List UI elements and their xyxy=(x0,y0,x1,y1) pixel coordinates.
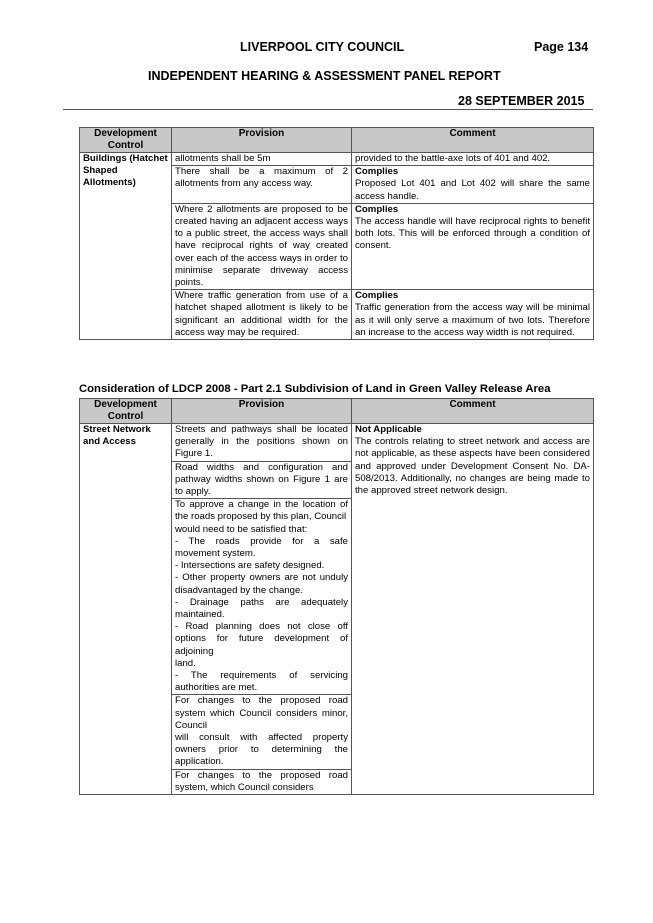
provision-line: - The roads provide for a safe movement system. xyxy=(175,535,348,560)
provision-line: - Road planning does not close off options for future development of adjoining xyxy=(175,621,348,657)
compliance-status: Complies xyxy=(355,203,399,215)
compliance-status: Not Applicable xyxy=(355,424,422,435)
compliance-status: Complies xyxy=(355,290,399,302)
provision-line: For changes to the proposed road system which Council considers minor, Council xyxy=(175,695,348,731)
provision-line: land. xyxy=(175,657,196,669)
comment-cell xyxy=(352,290,594,340)
provision-line: will consult with affected property owners prior to determining the application. xyxy=(175,732,348,768)
provision-line: - Drainage paths are adequately maintained. xyxy=(175,596,348,621)
provision-line: - The requirements of servicing authorities are met. xyxy=(175,670,348,694)
development-control-cell: Buildings (Hatchet Shaped Allotments) xyxy=(80,153,172,340)
provision-cell xyxy=(172,695,352,769)
col-header-comment: Comment xyxy=(352,399,594,424)
provision-cell: There shall be a maximum of 2 allotments from any access way. xyxy=(172,166,352,204)
compliance-status: Complies xyxy=(355,166,399,178)
header-rule xyxy=(63,109,593,110)
table-row xyxy=(80,153,594,166)
comment-text: Traffic generation from the access way will be minimal as it will only serve a maximum of two lots. Therefore an increase to the access way width is not required. xyxy=(355,302,590,338)
col-header-control: Development Control xyxy=(80,399,172,424)
col-header-provision: Provision xyxy=(172,128,352,153)
provision-cell xyxy=(172,769,352,794)
col-header-provision: Provision xyxy=(172,399,352,424)
provision-cell: allotments shall be 5m xyxy=(172,153,352,166)
provision-cell: Where traffic generation from use of a hatchet shaped allotment is likely to be significant an additional width for the access way may be required. xyxy=(172,290,352,340)
comment-cell xyxy=(352,166,594,204)
report-title: INDEPENDENT HEARING & ASSESSMENT PANEL REPORT xyxy=(148,69,501,83)
comment-text: Proposed Lot 401 and Lot 402 will share the same access handle. xyxy=(355,178,590,202)
page-number: Page 134 xyxy=(534,40,589,54)
comment-cell xyxy=(352,203,594,289)
table-header-row xyxy=(80,128,594,153)
col-header-control: Development Control xyxy=(80,128,172,153)
provision-cell xyxy=(172,461,352,499)
provision-cell xyxy=(172,499,352,695)
comment-text: provided to the battle-axe lots of 401 and 402. xyxy=(355,153,551,164)
council-name: LIVERPOOL CITY COUNCIL xyxy=(240,40,405,54)
provision-line: would need to be satisfied that: xyxy=(175,523,308,535)
provision-line: - Other property owners are not unduly disadvantaged by the change. xyxy=(175,572,348,596)
provision-line: For changes to the proposed road system, which Council considers xyxy=(175,769,348,793)
table-row xyxy=(80,424,594,462)
provision-line: Road widths and configuration and pathway widths shown on Figure 1 are to apply. xyxy=(175,461,348,498)
provision-line: Streets and pathways shall be located generally in the positions shown on Figure 1. xyxy=(175,424,348,460)
compliance-table-hatchet xyxy=(79,127,594,340)
section-heading: Consideration of LDCP 2008 - Part 2.1 Subdivision of Land in Green Valley Release Area xyxy=(79,383,551,395)
comment-text: The access handle will have reciprocal rights to benefit both lots. This will be enforced through a condition of consent. xyxy=(355,216,590,252)
table-header-row xyxy=(80,399,594,424)
comment-cell xyxy=(352,153,594,166)
provision-line: To approve a change in the location of the roads proposed by this plan, Council xyxy=(175,499,348,523)
development-control-cell: Street Network and Access xyxy=(80,424,172,795)
compliance-table-street-network xyxy=(79,398,594,795)
report-date: 28 SEPTEMBER 2015 xyxy=(458,94,585,108)
col-header-comment: Comment xyxy=(352,128,594,153)
comment-cell xyxy=(352,424,594,795)
provision-line: - Intersections are safety designed. xyxy=(175,560,325,572)
comment-text: The controls relating to street network and access are not applicable, as these aspects have been considered and approved under Development Consent No. DA-508/2013. Additionally, no changes are being made to the approved street network design. xyxy=(355,436,590,497)
provision-cell: Where 2 allotments are proposed to be created having an adjacent access ways to a public street, the access ways shall have reciprocal rights of way created over each of the access ways in order to minimise separate driveway access points. xyxy=(172,203,352,289)
provision-cell xyxy=(172,424,352,462)
